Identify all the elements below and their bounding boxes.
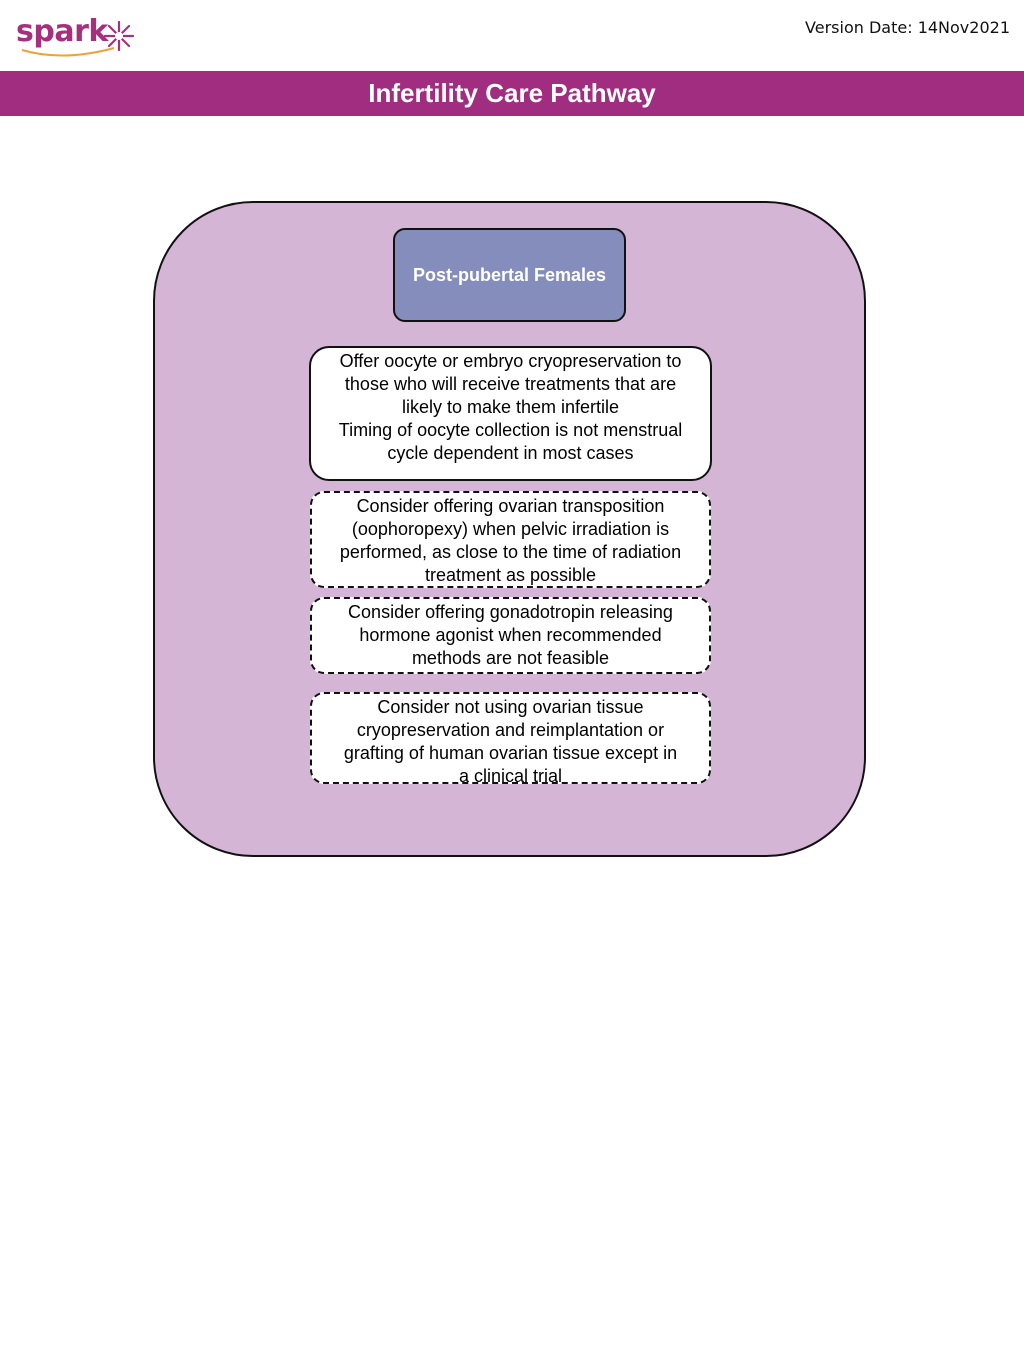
- step-line: hormone agonist when recommended: [359, 625, 662, 645]
- swoosh-icon: [18, 46, 118, 60]
- step-line: Timing of oocyte collection is not menstrual: [338, 420, 683, 440]
- step-line: Offer oocyte or embryo cryopreservation to: [339, 351, 682, 371]
- page-title: Infertility Care Pathway: [368, 78, 656, 108]
- step-box-cryopreservation: [309, 346, 712, 481]
- logo-wordmark: spark: [16, 14, 108, 49]
- step-line: cryopreservation and reimplantation or: [356, 720, 665, 740]
- group-label: Post-pubertal Females: [412, 264, 607, 285]
- step-line: Consider offering ovarian transposition: [356, 496, 665, 516]
- step-line: a clinical trial: [458, 766, 563, 786]
- step-line: (oophoropexy) when pelvic irradiation is: [351, 519, 670, 539]
- step-line: cycle dependent in most cases: [387, 443, 634, 463]
- title-banner: [0, 71, 1024, 116]
- step-line: performed, as close to the time of radiation: [339, 542, 682, 562]
- group-header-box: [393, 228, 626, 322]
- step-box-ovarian-tissue: [310, 692, 711, 784]
- version-date: Version Date: 14Nov2021: [805, 18, 1010, 37]
- spark-logo: [16, 12, 128, 58]
- step-line: methods are not feasible: [411, 648, 610, 668]
- step-line: those who will receive treatments that are: [344, 374, 677, 394]
- step-line: grafting of human ovarian tissue except in: [343, 743, 678, 763]
- step-line: Consider not using ovarian tissue: [377, 697, 644, 717]
- step-line: Consider offering gonadotropin releasing: [348, 602, 673, 622]
- step-box-ovarian-transposition: [310, 491, 711, 588]
- step-box-gnrh-agonist: [310, 597, 711, 674]
- step-line: likely to make them infertile: [401, 397, 620, 417]
- step-line: treatment as possible: [424, 565, 597, 585]
